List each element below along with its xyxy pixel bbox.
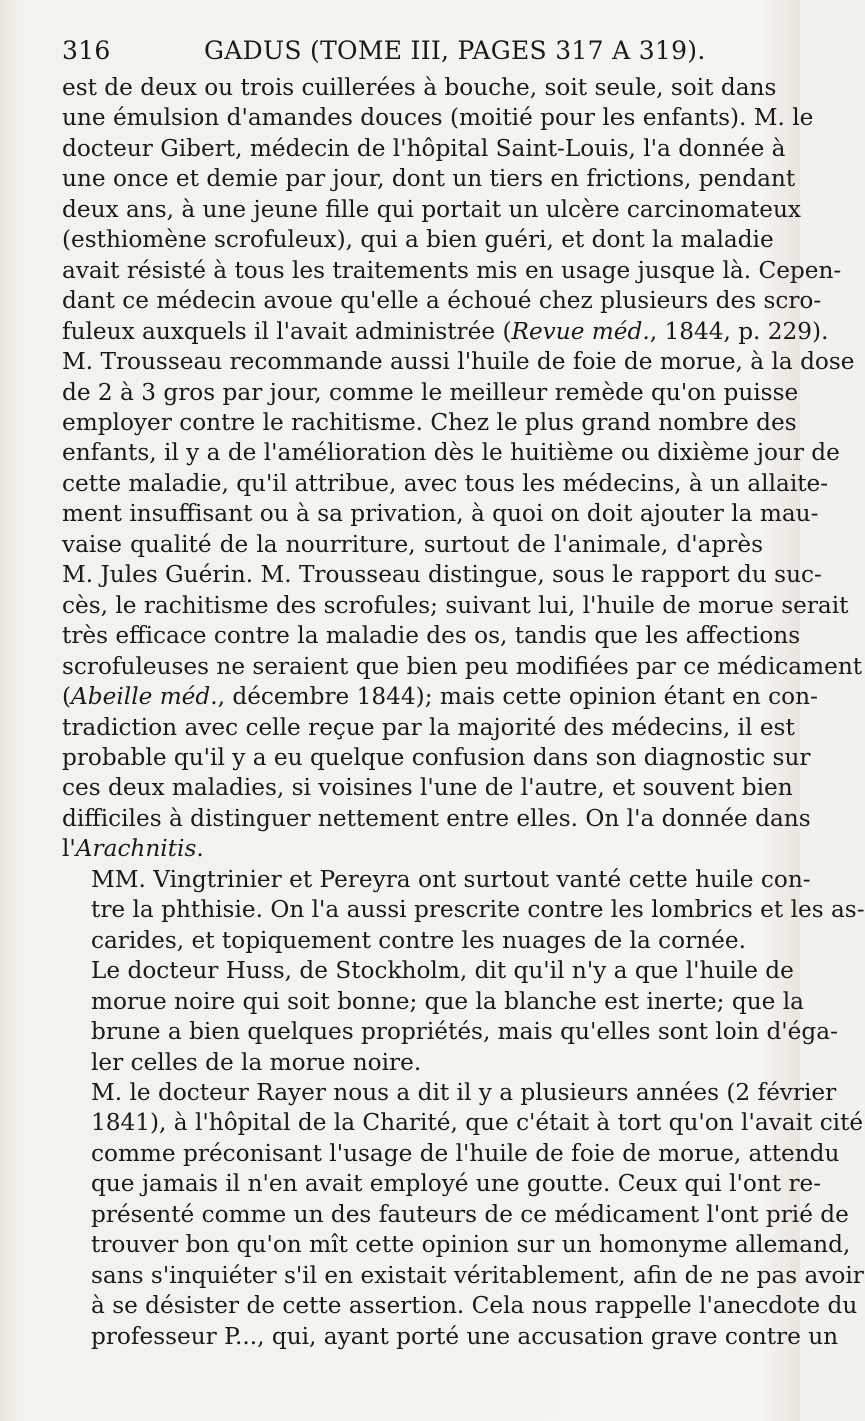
- page-number: 316: [62, 36, 111, 65]
- text-run: tradiction avec celle reçue par la majorité des médecins, il est: [62, 713, 795, 741]
- text-line: [62, 621, 801, 651]
- text-run: Le docteur Huss, de Stockholm, dit qu'il n'y a que l'huile de: [91, 957, 794, 985]
- text-run: vaise qualité de la nourriture, surtout de l'animale, d'après: [62, 530, 763, 558]
- text-run: à se désister de cette assertion. Cela nous rappelle l'anecdote du: [91, 1292, 858, 1320]
- text-run: avait résisté à tous les traitements mis en usage jusque là. Cepen-: [62, 256, 842, 284]
- text-line: [62, 256, 842, 286]
- text-run: difficiles à distinguer nettement entre elles. On l'a donnée dans: [62, 804, 811, 832]
- text-run: carides, et topiquement contre les nuages de la cornée.: [91, 926, 746, 954]
- text-line: [62, 1200, 849, 1230]
- text-line: [62, 1169, 822, 1199]
- text-line: [62, 1322, 839, 1352]
- text-line: [62, 987, 804, 1017]
- text-run: l': [62, 835, 76, 863]
- text-run: cès, le rachitisme des scrofules; suivant lui, l'huile de morue serait: [62, 591, 849, 619]
- italic-citation: Abeille méd.: [71, 683, 218, 711]
- text-line: [62, 134, 786, 164]
- text-line: [62, 103, 814, 133]
- text-line: [62, 652, 863, 682]
- paragraph: [62, 1078, 864, 1352]
- text-line: [62, 560, 822, 590]
- paragraph: [62, 865, 865, 956]
- text-run: deux ans, à une jeune fille qui portait un ulcère carcinomateux: [62, 195, 801, 223]
- text-run: 1841), à l'hôpital de la Charité, que c'était à tort qu'on l'avait cité: [91, 1109, 864, 1137]
- text-run: fuleux auxquels il l'avait administrée (: [62, 317, 512, 345]
- text-run: présenté comme un des fauteurs de ce médicament l'ont prié de: [91, 1200, 849, 1228]
- text-line: [62, 1017, 838, 1047]
- text-run: MM. Vingtrinier et Pereyra ont surtout vanté cette huile con-: [91, 865, 811, 893]
- text-run: M. le docteur Rayer nous a dit il y a plusieurs années (2 février: [91, 1078, 837, 1106]
- text-run: M. Jules Guérin. M. Trousseau distingue, sous le rapport du suc-: [62, 561, 822, 589]
- text-run: très efficace contre la maladie des os, tandis que les affections: [62, 622, 801, 650]
- text-run: brune a bien quelques propriétés, mais qu'elles sont loin d'éga-: [91, 1018, 838, 1046]
- text-run: .: [196, 835, 204, 863]
- text-line: [62, 225, 774, 255]
- text-line: [62, 1139, 840, 1169]
- italic-citation: Arachnitis: [75, 835, 197, 863]
- text-line: [62, 743, 811, 773]
- text-line: [62, 438, 840, 468]
- text-line: [62, 1261, 864, 1291]
- text-run: tre la phthisie. On l'a aussi prescrite contre les lombrics et les as-: [91, 896, 865, 924]
- text-line: [62, 347, 855, 377]
- text-line: [62, 865, 811, 895]
- text-run: que jamais il n'en avait employé une goutte. Ceux qui l'ont re-: [91, 1170, 822, 1198]
- text-run: employer contre le rachitisme. Chez le plus grand nombre des: [62, 408, 797, 436]
- text-line: [62, 1230, 851, 1260]
- text-line: [62, 713, 795, 743]
- text-run: enfants, il y a de l'amélioration dès le huitième ou dixième jour de: [62, 439, 840, 467]
- italic-citation: Revue méd.: [511, 317, 650, 345]
- text-line: [62, 317, 829, 347]
- text-run: (: [62, 683, 72, 711]
- text-run: cette maladie, qu'il attribue, avec tous les médecins, à un allaite-: [62, 469, 829, 497]
- text-line: [62, 408, 797, 438]
- text-run: docteur Gibert, médecin de l'hôpital Saint-Louis, l'a donnée à: [62, 134, 786, 162]
- text-run: sans s'inquiéter s'il en existait véritablement, afin de ne pas avoir: [91, 1261, 864, 1289]
- text-line: [62, 378, 799, 408]
- text-run: , 1844, p. 229).: [649, 317, 829, 345]
- text-run: professeur P..., qui, ayant porté une accusation grave contre un: [91, 1322, 839, 1350]
- text-line: [62, 469, 829, 499]
- text-line: [62, 591, 849, 621]
- text-run: une émulsion d'amandes douces (moitié pour les enfants). M. le: [62, 104, 814, 132]
- paragraph: [62, 73, 863, 865]
- body-text: [62, 73, 865, 1352]
- text-run: ler celles de la morue noire.: [91, 1048, 422, 1076]
- text-run: ces deux maladies, si voisines l'une de l'autre, et souvent bien: [62, 774, 793, 802]
- text-run: morue noire qui soit bonne; que la blanche est inerte; que la: [91, 987, 804, 1015]
- text-line: [62, 1108, 864, 1138]
- text-line: [62, 530, 763, 560]
- text-run: ment insuffisant ou à sa privation, à quoi on doit ajouter la mau-: [62, 500, 819, 528]
- text-run: de 2 à 3 gros par jour, comme le meilleur remède qu'on puisse: [62, 378, 799, 406]
- text-line: [62, 1048, 763, 1078]
- text-run: est de deux ou trois cuillerées à bouche, soit seule, soit dans: [62, 74, 777, 101]
- text-line: [62, 773, 793, 803]
- text-run: probable qu'il y a eu quelque confusion dans son diagnostic sur: [62, 743, 811, 771]
- paragraph: [62, 956, 838, 1078]
- text-line: [62, 499, 819, 529]
- text-run: , décembre 1844); mais cette opinion étant en con-: [217, 683, 818, 711]
- text-run: trouver bon qu'on mît cette opinion sur un homonyme allemand,: [91, 1231, 851, 1259]
- text-run: M. Trousseau recommande aussi l'huile de foie de morue, à la dose: [62, 348, 855, 376]
- text-run: une once et demie par jour, dont un tiers en frictions, pendant: [62, 165, 796, 193]
- text-line: [62, 1078, 837, 1108]
- text-line: [62, 164, 796, 194]
- text-run: dant ce médecin avoue qu'elle a échoué chez plusieurs des scro-: [62, 287, 822, 315]
- text-run: scrofuleuses ne seraient que bien peu modifiées par ce médicament: [62, 652, 863, 680]
- text-line: [62, 926, 763, 956]
- text-line: [62, 73, 777, 103]
- text-line: [62, 895, 865, 925]
- text-line: [62, 956, 794, 986]
- text-line: [62, 1291, 858, 1321]
- running-head: GADUS (TOME III, PAGES 317 A 319).: [204, 36, 706, 65]
- text-run: comme préconisant l'usage de l'huile de foie de morue, attendu: [91, 1139, 840, 1167]
- text-line: [62, 834, 763, 864]
- text-line: [62, 804, 811, 834]
- text-line: [62, 195, 801, 225]
- page-header: [62, 36, 760, 72]
- text-line: [62, 286, 822, 316]
- text-run: (esthiomène scrofuleux), qui a bien guéri, et dont la maladie: [62, 226, 774, 254]
- text-line: [62, 682, 818, 712]
